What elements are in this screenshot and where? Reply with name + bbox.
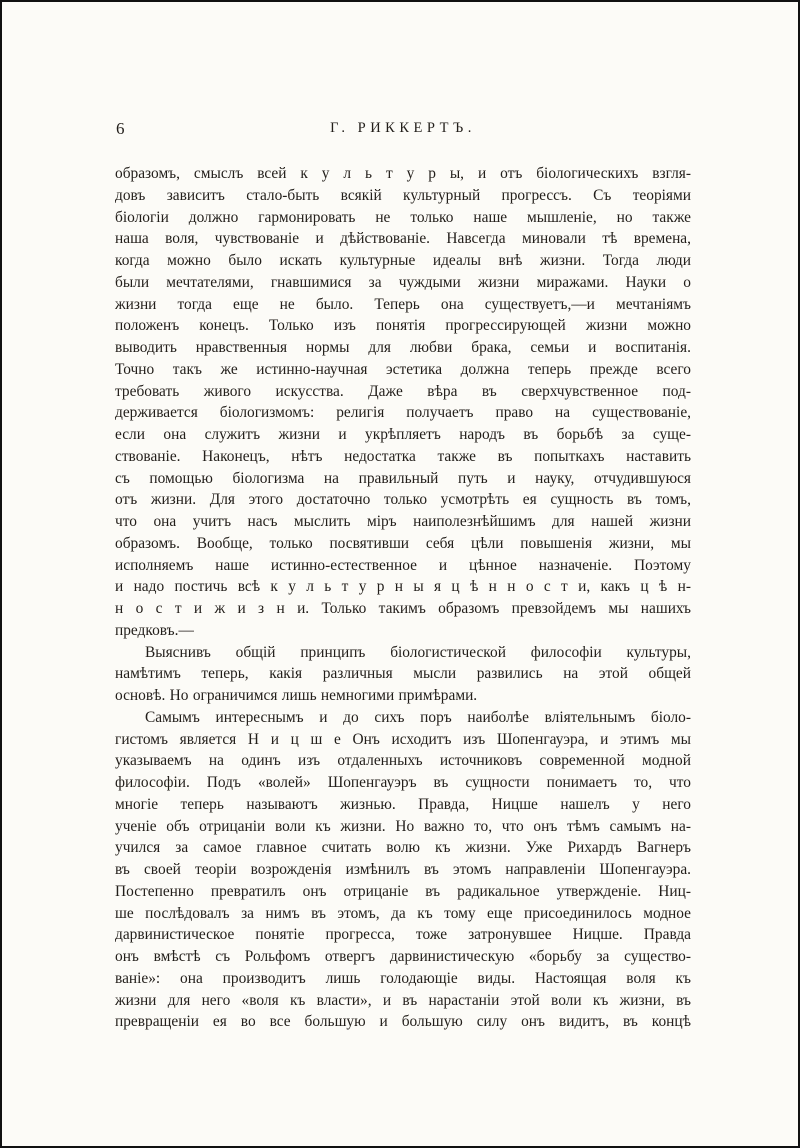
text-line: образомъ, смыслъ всей к у л ь т у р ы, и отъ біологическихъ взгля-: [115, 165, 691, 182]
text-line: превращеніи ея во все большую и большую силу онъ видитъ, въ концѣ: [115, 1013, 691, 1031]
text-line: ваніе»: она производитъ лишь голодающіе виды. Настоящая воля къ: [115, 969, 691, 987]
text-line: довъ зависитъ стало-быть всякій культурный прогрессъ. Съ теоріями: [115, 186, 691, 204]
text-block: [115, 163, 691, 1033]
text-line: отъ жизни. Для этого достаточно только усмотрѣть ея сущность въ томъ,: [115, 491, 691, 509]
text-line: н о с т и ж и з н и. Только такимъ образомъ превзойдемъ мы нашихъ: [115, 600, 691, 617]
text-line: ше послѣдовалъ за нимъ въ этомъ, да къ тому еще присоединилось модное: [115, 904, 691, 922]
text-line: ученіе объ отрицаніи воли къ жизни. Но важно то, что онъ тѣмъ самымъ на-: [115, 817, 691, 835]
text-line: Постепенно превратилъ онъ отрицаніе въ радикальное утвержденіе. Ниц-: [115, 882, 691, 900]
text-line: гистомъ является Н и ц ш е Онъ исходитъ изъ Шопенгауэра, и этимъ мы: [115, 730, 691, 748]
text-line: въ своей теоріи возрожденія измѣнилъ въ этомъ направленіи Шопенгауэра.: [115, 861, 691, 878]
text-line: онъ вмѣстѣ съ Рольфомъ отвергъ дарвинистическую «борьбу за существо-: [115, 948, 691, 965]
text-line: жизни для него «воля къ власти», и въ нарастаніи этой воли къ жизни, въ: [115, 991, 691, 1009]
page-number: 6: [116, 119, 125, 138]
text-line: предковъ.—: [115, 621, 194, 639]
text-line: намѣтимъ теперь, какія различныя мысли развились на этой общей: [115, 665, 691, 683]
text-line: Самымъ интереснымъ и до сихъ поръ наиболѣе вліятельнымъ біоло-: [145, 708, 691, 726]
page-header: [115, 118, 691, 142]
text-line: Выяснивъ общій принципъ біологистической философіи культуры,: [145, 643, 691, 661]
text-line: что она учитъ насъ мыслить міръ наиполезнѣйшимъ для нашей жизни: [115, 513, 691, 530]
text-line: Точно такъ же истинно-научная эстетика должна теперь прежде всего: [115, 360, 691, 378]
text-line: положенъ конецъ. Только изъ понятія прогрессирующей жизни можно: [115, 317, 691, 335]
text-line: ствованіе. Наконецъ, нѣтъ недостатка также въ попыткахъ наставить: [115, 447, 691, 465]
text-line: были мечтателями, гнавшимися за чуждыми жизни миражами. Науки о: [115, 273, 691, 291]
text-line: держивается біологизмомъ: религія получаетъ право на существованіе,: [115, 404, 691, 422]
running-title: Г. РИККЕРТЪ.: [330, 120, 476, 136]
text-line: указываемъ на одинъ изъ отдаленныхъ источниковъ современной модной: [115, 752, 691, 770]
text-line: учился за самое главное считать волю къ жизни. Уже Рихардъ Вагнеръ: [115, 839, 691, 857]
text-line: съ помощью біологизма на правильный путь и науку, отчудившуюся: [115, 469, 691, 487]
text-line: исполняемъ наше истинно-естественное и цѣнное назначеніе. Поэтому: [115, 556, 691, 574]
text-line: когда можно было искать культурные идеалы внѣ жизни. Тогда люди: [115, 252, 691, 269]
text-line: наша воля, чувствованіе и дѣйствованіе. Навсегда миновали тѣ времена,: [115, 230, 691, 248]
text-line: и надо постичь всѣ к у л ь т у р н ы я ц ѣ н н о с т и, какъ ц ѣ н-: [115, 578, 691, 596]
text-line: философіи. Подъ «волей» Шопенгауэръ въ сущности понимаетъ то, что: [115, 774, 691, 791]
text-line: выводить нравственныя нормы для любви брака, семьи и воспитанія.: [115, 339, 691, 356]
text-line: если она служитъ жизни и укрѣпляетъ народъ въ борьбѣ за суще-: [115, 426, 691, 443]
text-line: дарвинистическое понятіе прогресса, тоже затронувшее Ницше. Правда: [115, 926, 691, 944]
text-line: многіе теперь называютъ жизнью. Правда, Ницше нашелъ у него: [115, 795, 691, 813]
text-line: основѣ. Но ограничимся лишь немногими примѣрами.: [115, 687, 478, 704]
text-line: жизни тогда еще не было. Теперь она существуетъ,—и мечтаніямъ: [115, 295, 691, 313]
text-line: требовать живого искусства. Даже вѣра въ сверхчувственное под-: [115, 382, 691, 400]
text-line: образомъ. Вообще, только посвятивши себя цѣли повышенія жизни, мы: [115, 534, 691, 552]
text-line: біологіи должно гармонировать не только наше мышленіе, но также: [115, 208, 691, 226]
